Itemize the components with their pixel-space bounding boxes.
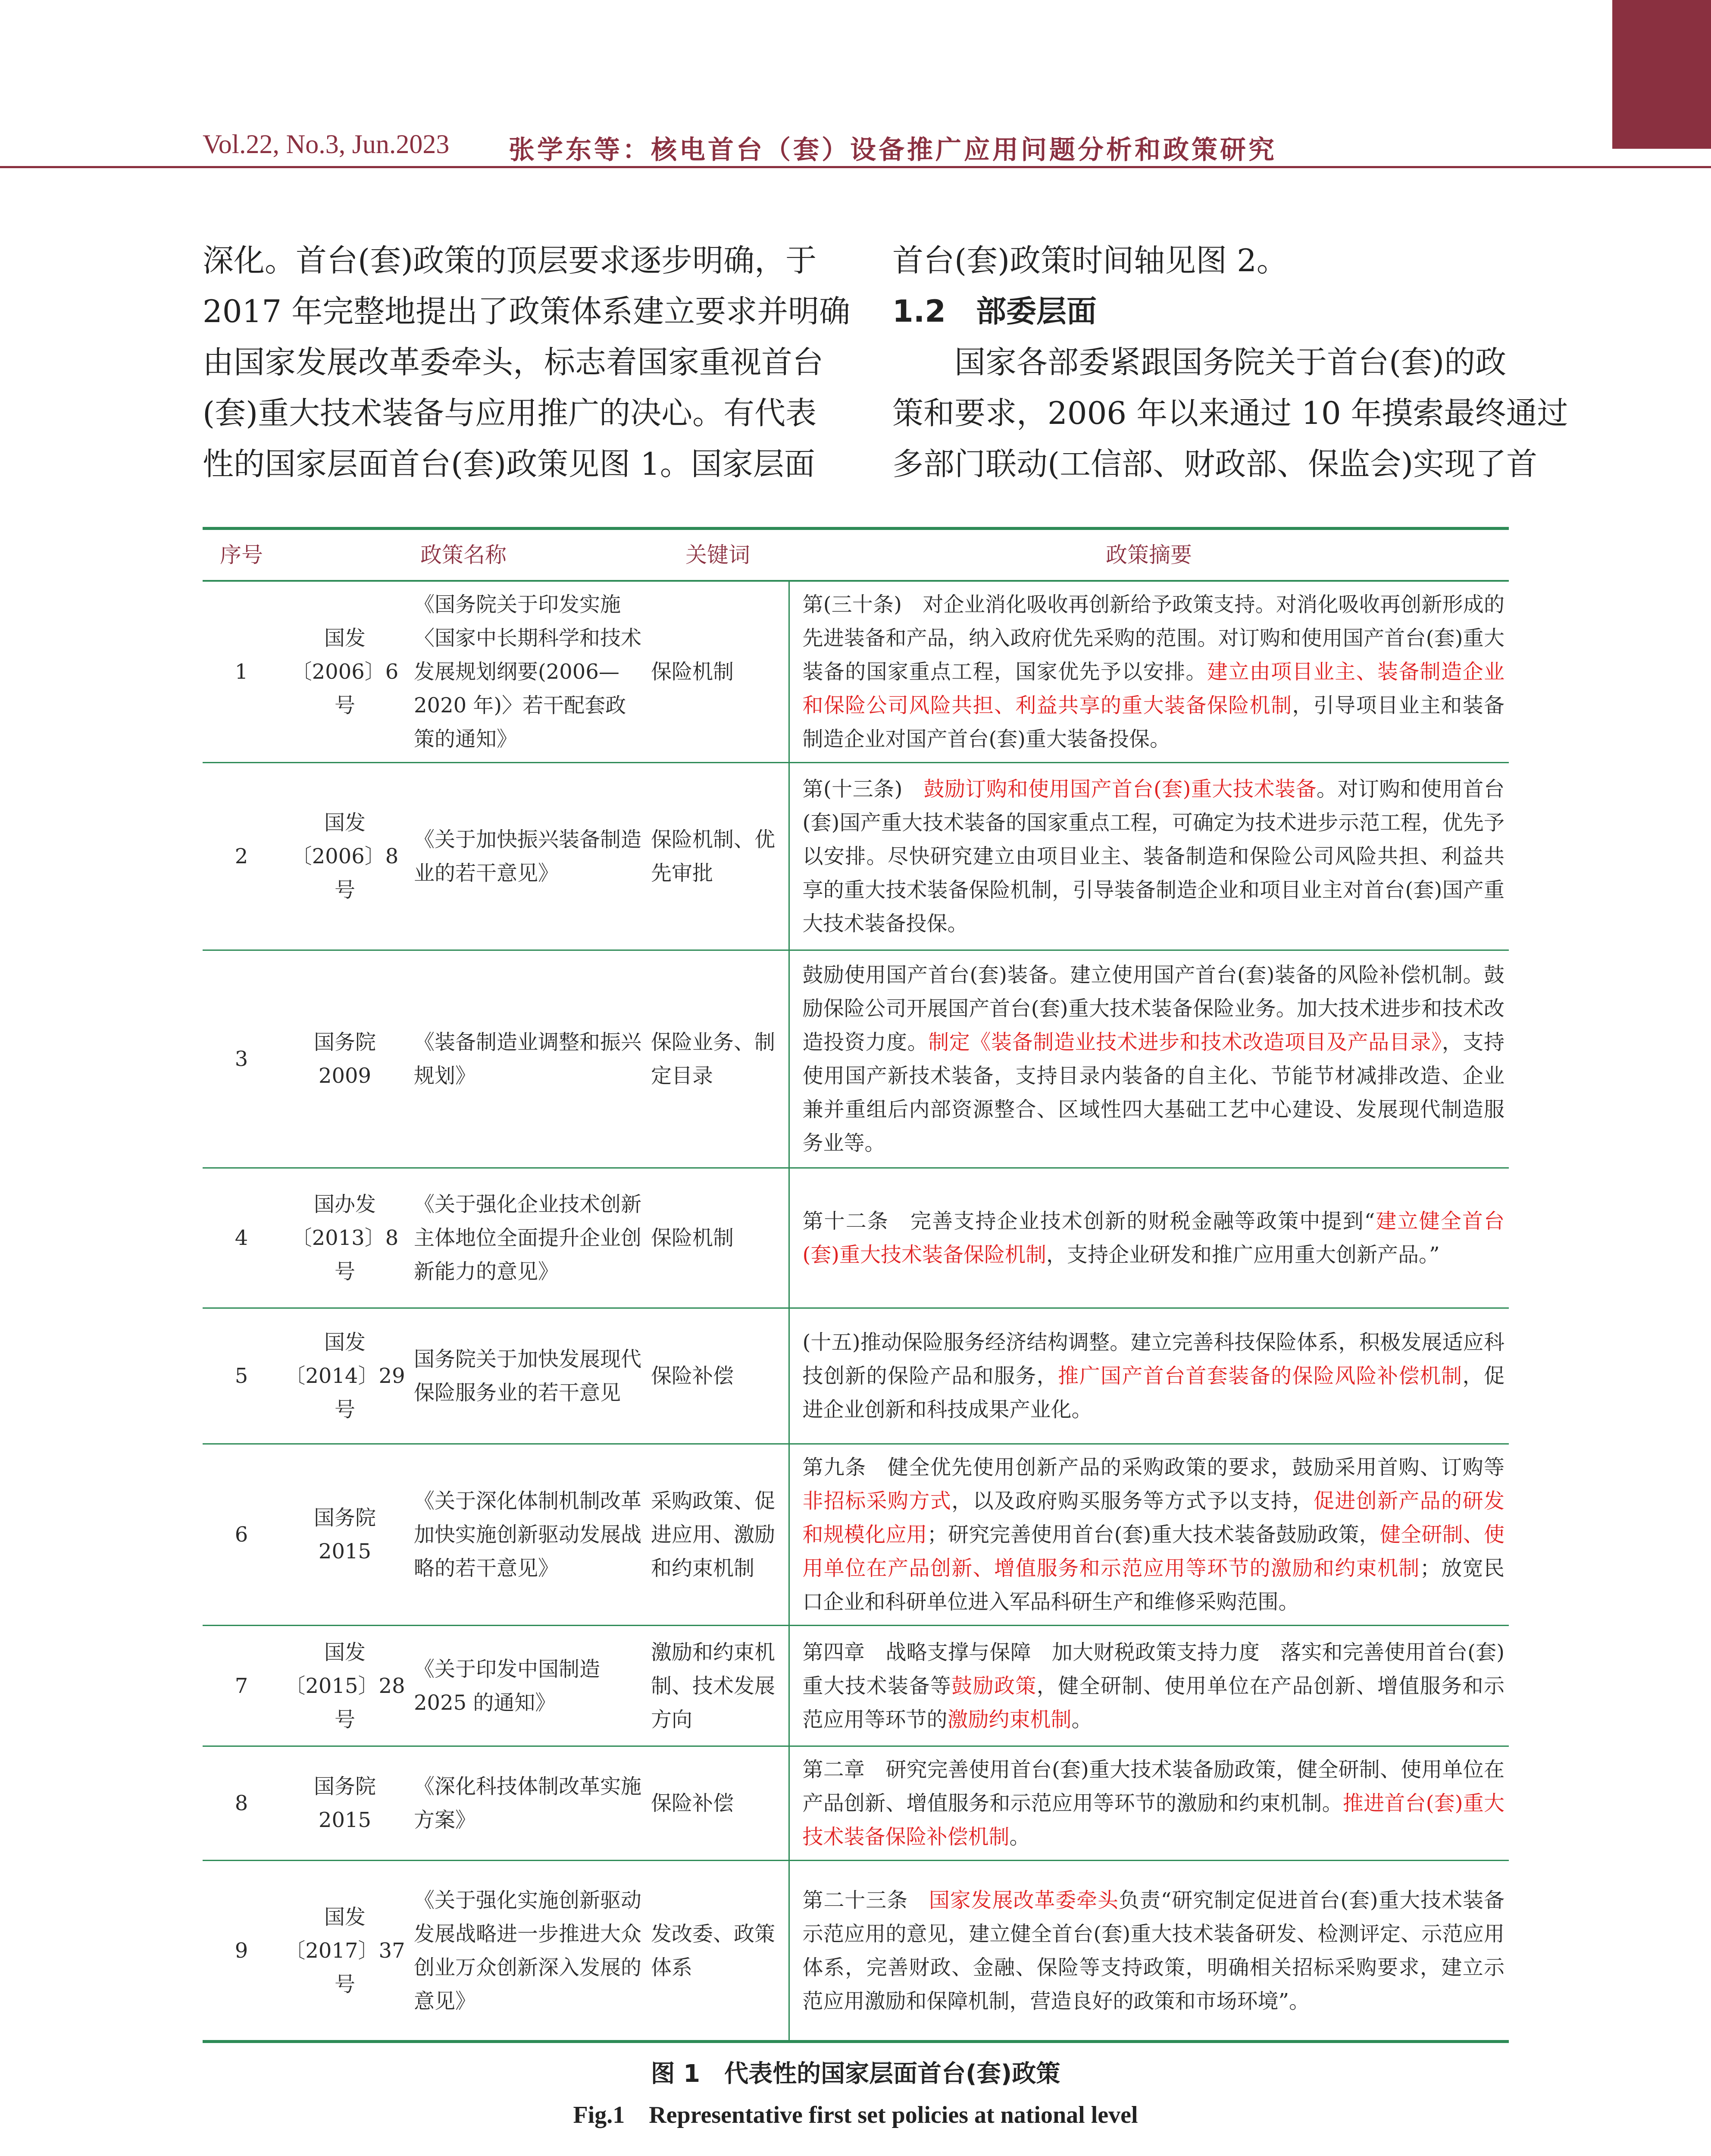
summary-text: 第四章 战略支撑与保障 加大财税政策支持力度 落实和完善使用首台(套)重大技术装备等 (802, 1640, 1505, 1698)
header-index: 序号 (203, 529, 280, 581)
row-document-number: 国发〔2014〕29 号 (280, 1308, 410, 1444)
row-summary (789, 1308, 1509, 1444)
row-index: 2 (203, 763, 280, 950)
row-keyword: 发改委、政策体系 (647, 1861, 789, 2042)
header-summary: 政策摘要 (789, 529, 1509, 581)
table-row (203, 1444, 1509, 1626)
table-row (203, 763, 1509, 950)
figure-caption-cn: 图 1 代表性的国家层面首台(套)政策 (651, 2060, 1060, 2088)
figure-caption-en: Fig.1 Representative first set policies at national level (573, 2102, 1138, 2128)
table-row (203, 950, 1509, 1168)
row-policy-name: 《装备制造业调整和振兴规划》 (410, 950, 647, 1168)
row-keyword: 保险补偿 (647, 1308, 789, 1444)
row-document-number: 国办发〔2013〕8 号 (280, 1168, 410, 1308)
row-keyword: 保险机制 (647, 581, 789, 763)
section-heading: 1.2 部委层面 (892, 294, 1097, 329)
summary-text: ，促进企业创新和科技成果产业化。 (802, 1364, 1505, 1422)
row-index: 1 (203, 581, 280, 763)
row-document-number: 国发〔2006〕8 号 (280, 763, 410, 950)
corner-accent-block (1612, 0, 1711, 149)
summary-text: 第十二条 完善支持企业技术创新的财税金融等政策中提到“ (802, 1209, 1375, 1233)
summary-text: 第(十三条) (802, 777, 924, 801)
text-line: 性的国家层面首台(套)政策见图 1。国家层面 (203, 446, 815, 482)
row-document-number: 国发〔2015〕28 号 (280, 1626, 410, 1746)
row-keyword: 保险业务、制定目录 (647, 950, 789, 1168)
highlighted-text: 推广国产首台首套装备的保险风险补偿机制 (1058, 1364, 1463, 1388)
text-line: 国家各部委紧跟国务院关于首台(套)的政 (954, 344, 1507, 380)
row-document-number: 国发〔2017〕37 号 (280, 1861, 410, 2042)
row-policy-name: 《国务院关于印发实施〈国家中长期科学和技术发展规划纲要(2006—2020 年)〉若干配套政策的通知》 (410, 581, 647, 763)
row-policy-name: 《关于深化体制机制改革加快实施创新驱动发展战略的若干意见》 (410, 1444, 647, 1626)
row-policy-name: 《关于强化实施创新驱动发展战略进一步推进大众创业万众创新深入发展的意见》 (410, 1861, 647, 2042)
row-summary (789, 1444, 1509, 1626)
row-index: 6 (203, 1444, 280, 1626)
summary-text: 第二章 研究完善使用首台(套)重大技术装备励政策，健全研制、使用单位在产品创新、增值服务和示范应用等环节的激励和约束机制。 (802, 1758, 1505, 1815)
text-line: (套)重大技术装备与应用推广的决心。有代表 (203, 395, 817, 431)
row-document-number: 国务院 2015 (280, 1746, 410, 1861)
table-header-row (203, 529, 1509, 581)
row-summary (789, 1168, 1509, 1308)
table-row (203, 1308, 1509, 1444)
row-keyword: 保险补偿 (647, 1746, 789, 1861)
row-document-number: 国务院 2009 (280, 950, 410, 1168)
text-line: 2017 年完整地提出了政策体系建立要求并明确 (203, 293, 851, 329)
summary-text: ，引导项目业主和装备制造企业对国产首台(套)重大装备投保。 (802, 693, 1505, 751)
summary-text: ；研究完善使用首台(套)重大技术装备鼓励政策， (927, 1523, 1380, 1547)
summary-text: ，支持使用国产新技术装备，支持目录内装备的自主化、节能节材减排改造、企业兼并重组后内部资源整合、区域性四大基础工艺中心建设、发展现代制造服务业等。 (802, 1030, 1505, 1155)
row-keyword: 激励和约束机制、技术发展方向 (647, 1626, 789, 1746)
summary-text: 第(三十条) 对企业消化吸收再创新给予政策支持。对消化吸收再创新形成的先进装备和产品，纳入政府优先采购的范围。对订购和使用国产首台(套)重大装备的国家重点工程，国家优先予以安排。 (802, 592, 1505, 684)
table-row (203, 1861, 1509, 2042)
summary-text: ，以及政府购买服务等方式予以支持， (951, 1489, 1314, 1513)
highlighted-text: 激励约束机制 (947, 1707, 1072, 1732)
header-keyword: 关键词 (647, 529, 789, 581)
highlighted-text: 制定《装备制造业技术进步和技术改造项目及产品目录》 (928, 1030, 1442, 1054)
table-row (203, 1746, 1509, 1861)
row-index: 9 (203, 1861, 280, 2042)
highlighted-text: 建立由项目业主、装备制造企业和保险公司风险共担、利益共享的重大装备保险机制 (802, 660, 1505, 718)
table-row (203, 581, 1509, 763)
row-policy-name: 《关于印发中国制造 2025 的通知》 (410, 1626, 647, 1746)
summary-text: 。 (1071, 1707, 1092, 1732)
highlighted-text: 促进创新产品的研发和规模化应用 (802, 1489, 1505, 1547)
row-policy-name: 《关于加快振兴装备制造业的若干意见》 (410, 763, 647, 950)
row-keyword: 采购政策、促进应用、激励和约束机制 (647, 1444, 789, 1626)
row-policy-name: 《关于强化企业技术创新主体地位全面提升企业创新能力的意见》 (410, 1168, 647, 1308)
body-text-left (203, 235, 851, 489)
highlighted-text: 国家发展改革委牵头 (929, 1888, 1119, 1912)
summary-text: (十五)推动保险服务经济结构调整。建立完善科技保险体系，积极发展适应科技创新的保险产品和服务， (802, 1330, 1505, 1388)
row-document-number: 国发〔2006〕6 号 (280, 581, 410, 763)
text-line: 多部门联动(工信部、财政部、保监会)实现了首 (892, 446, 1538, 482)
highlighted-text: 鼓励订购和使用国产首台(套)重大技术装备 (923, 777, 1317, 801)
row-index: 3 (203, 950, 280, 1168)
body-text-right (892, 235, 1568, 489)
header-rule (0, 166, 1711, 168)
row-index: 8 (203, 1746, 280, 1861)
row-summary (789, 763, 1509, 950)
row-summary (789, 1626, 1509, 1746)
highlighted-text: 健全研制、使用单位在产品创新、增值服务和示范应用等环节的激励和约束机制 (802, 1523, 1505, 1580)
summary-text: ；放宽民口企业和科研单位进入军品科研生产和维修采购范围。 (802, 1556, 1505, 1614)
row-policy-name: 《深化科技体制改革实施方案》 (410, 1746, 647, 1861)
text-line: 首台(套)政策时间轴见图 2。 (892, 242, 1288, 279)
highlighted-text: 鼓励政策 (951, 1673, 1037, 1698)
row-keyword: 保险机制 (647, 1168, 789, 1308)
summary-text: 第二十三条 (802, 1888, 929, 1912)
table-row (203, 1168, 1509, 1308)
journal-volume: Vol.22, No.3, Jun.2023 (203, 130, 450, 159)
summary-text: ，支持企业研发和推广应用重大创新产品。” (1046, 1243, 1440, 1267)
row-policy-name: 国务院关于加快发展现代保险服务业的若干意见 (410, 1308, 647, 1444)
running-title: 张学东等：核电首台（套）设备推广应用问题分析和政策研究 (509, 135, 1277, 165)
header-policy-name: 政策名称 (280, 529, 647, 581)
row-index: 7 (203, 1626, 280, 1746)
text-line: 深化。首台(套)政策的顶层要求逐步明确，于 (203, 242, 817, 279)
row-summary (789, 1746, 1509, 1861)
row-document-number: 国务院 2015 (280, 1444, 410, 1626)
highlighted-text: 建立健全首台(套)重大技术装备保险机制 (802, 1209, 1505, 1267)
highlighted-text: 推进首台(套)重大技术装备保险补偿机制 (802, 1791, 1505, 1849)
row-summary (789, 581, 1509, 763)
summary-text: 第九条 健全优先使用创新产品的采购政策的要求，鼓励采用首购、订购等 (802, 1455, 1505, 1479)
highlighted-text: 非招标采购方式 (802, 1489, 952, 1513)
summary-text: 。对订购和使用首台(套)国产重大技术装备的国家重点工程，可确定为技术进步示范工程，优先予以安排。尽快研究建立由项目业主、装备制造和保险公司风险共担、利益共享的重大技术装备保险机制，引导装备制造企业和项目业主对首台(套)国产重大技术装备投保。 (802, 777, 1505, 936)
policy-table (203, 527, 1509, 2043)
summary-text: 。 (1009, 1825, 1030, 1849)
table-body (203, 581, 1509, 2042)
text-line: 由国家发展改革委牵头，标志着国家重视首台 (203, 344, 824, 380)
text-line: 策和要求，2006 年以来通过 10 年摸索最终通过 (892, 395, 1568, 431)
row-index: 5 (203, 1308, 280, 1444)
row-keyword: 保险机制、优先审批 (647, 763, 789, 950)
row-summary (789, 1861, 1509, 2042)
row-index: 4 (203, 1168, 280, 1308)
summary-text: 负责“研究制定促进首台(套)重大技术装备示范应用的意见，建立健全首台(套)重大技术装备研发、检测评定、示范应用体系，完善财政、金融、保险等支持政策，明确相关招标采购要求，建立示范应用激励和保障机制，营造良好的政策和市场环境”。 (802, 1888, 1505, 2013)
row-summary (789, 950, 1509, 1168)
table-row (203, 1626, 1509, 1746)
summary-text: ，健全研制、使用单位在产品创新、增值服务和示范应用等环节的 (802, 1673, 1505, 1732)
summary-text: 鼓励使用国产首台(套)装备。建立使用国产首台(套)装备的风险补偿机制。鼓励保险公司开展国产首台(套)重大技术装备保险业务。加大技术进步和技术改造投资力度。 (802, 963, 1505, 1054)
